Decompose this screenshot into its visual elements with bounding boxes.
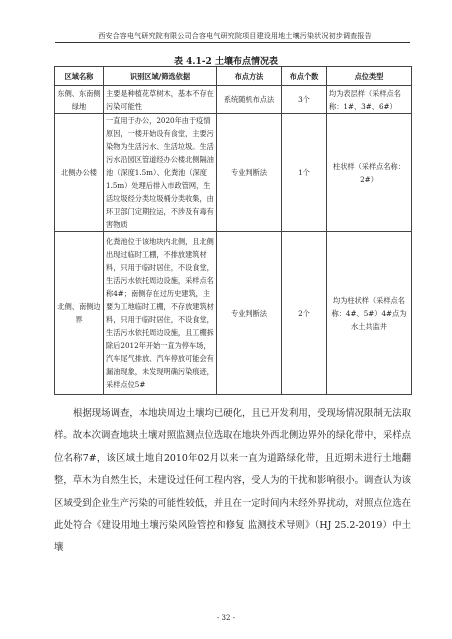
table-caption: 表 4.1-2 土壤布点情况表 [174,57,278,67]
col-header-basis: 识别区域/筛选依据 [104,67,217,86]
cell-basis: 主要是种植花草树木，基本不存在污染可能性 [104,86,217,114]
cell-method: 专业判断法 [217,232,282,395]
page-number: - 32 - [216,614,236,622]
body-paragraph-text: 根据现场调查，本地块周边土壤均已硬化，且已开发利用，受现场情况限制无法取样。故本次调查地块土壤对照监测点位选取在地块外西北侧边界外的绿化带中，采样点位名称7#，该区域土地自2010年02月以来一直为道路绿化带，且近期未进行土地翻整，草木为自然生长，未建设过任何工程内容，受人为的干扰和影响很小。调查认为该区域受到企业生产污染的可能性较低，并且在一定时间内未经外界扰动，对照点位选在此处符合《建设用地土壤污染风险管控和修复 监测技术导则》（HJ 25.2-2019）中土壤 [54,408,411,554]
cell-count: 2个 [282,232,327,395]
sampling-table [54,66,412,395]
cell-basis: 一直用于办公，2020年由于疫情原因，一楼开始设有食堂，主要污染物为生活污水、生活垃圾。生活污水沿园区管道经办公楼北侧隔油池（深度1.5m）、化粪池（深度1.5m）处理后排入市政管网，生活垃圾经分类垃圾桶分类收集，由环卫部门定期拉运，不涉及有毒有害物质 [104,114,217,232]
cell-region: 北侧、南侧边界 [55,232,104,395]
cell-method: 专业判断法 [217,114,282,232]
cell-basis: 化粪池位于该地块内北侧，且北侧出现过临时工棚，不排放建筑材料，只用于临时居住，不设食堂，生活污水依托周边设施，采样点名称4#；南侧存在过历史建筑，主要为工地临时工棚，不存放建筑材料，只用于临时居住，不设食堂，生活污水依托周边设施，且工棚拆除后2012年开始一直为停车场，汽车尾气排放、汽车停放可能会有漏油现象，未发现明确污染痕迹，采样点位5# [104,232,217,395]
cell-type: 均为柱状样（采样点名称：4#、5#）4#点为水土共监井 [327,232,412,395]
cell-count: 1个 [282,114,327,232]
table-row [55,114,412,232]
table-header-row [55,67,412,86]
col-header-method: 布点方法 [217,67,282,86]
cell-region: 北侧办公楼 [55,114,104,232]
cell-region: 东侧、东南侧绿地 [55,86,104,114]
table-row [55,232,412,395]
header-rule [55,42,410,43]
col-header-region: 区域名称 [55,67,104,86]
col-header-count: 布点个数 [282,67,327,86]
col-header-type: 点位类型 [327,67,412,86]
cell-method: 系统随机布点法 [217,86,282,114]
cell-type: 柱状样（采样点名称：2#） [327,114,412,232]
cell-type: 均为表层样（采样点名称：1#、3#、6#） [327,86,412,114]
page-header: 西安合容电气研究院有限公司合容电气研究院项目建设用地土壤污染状况初步调查报告 [98,32,372,40]
table-row [55,86,412,114]
cell-count: 3个 [282,86,327,114]
body-paragraph [54,403,411,560]
